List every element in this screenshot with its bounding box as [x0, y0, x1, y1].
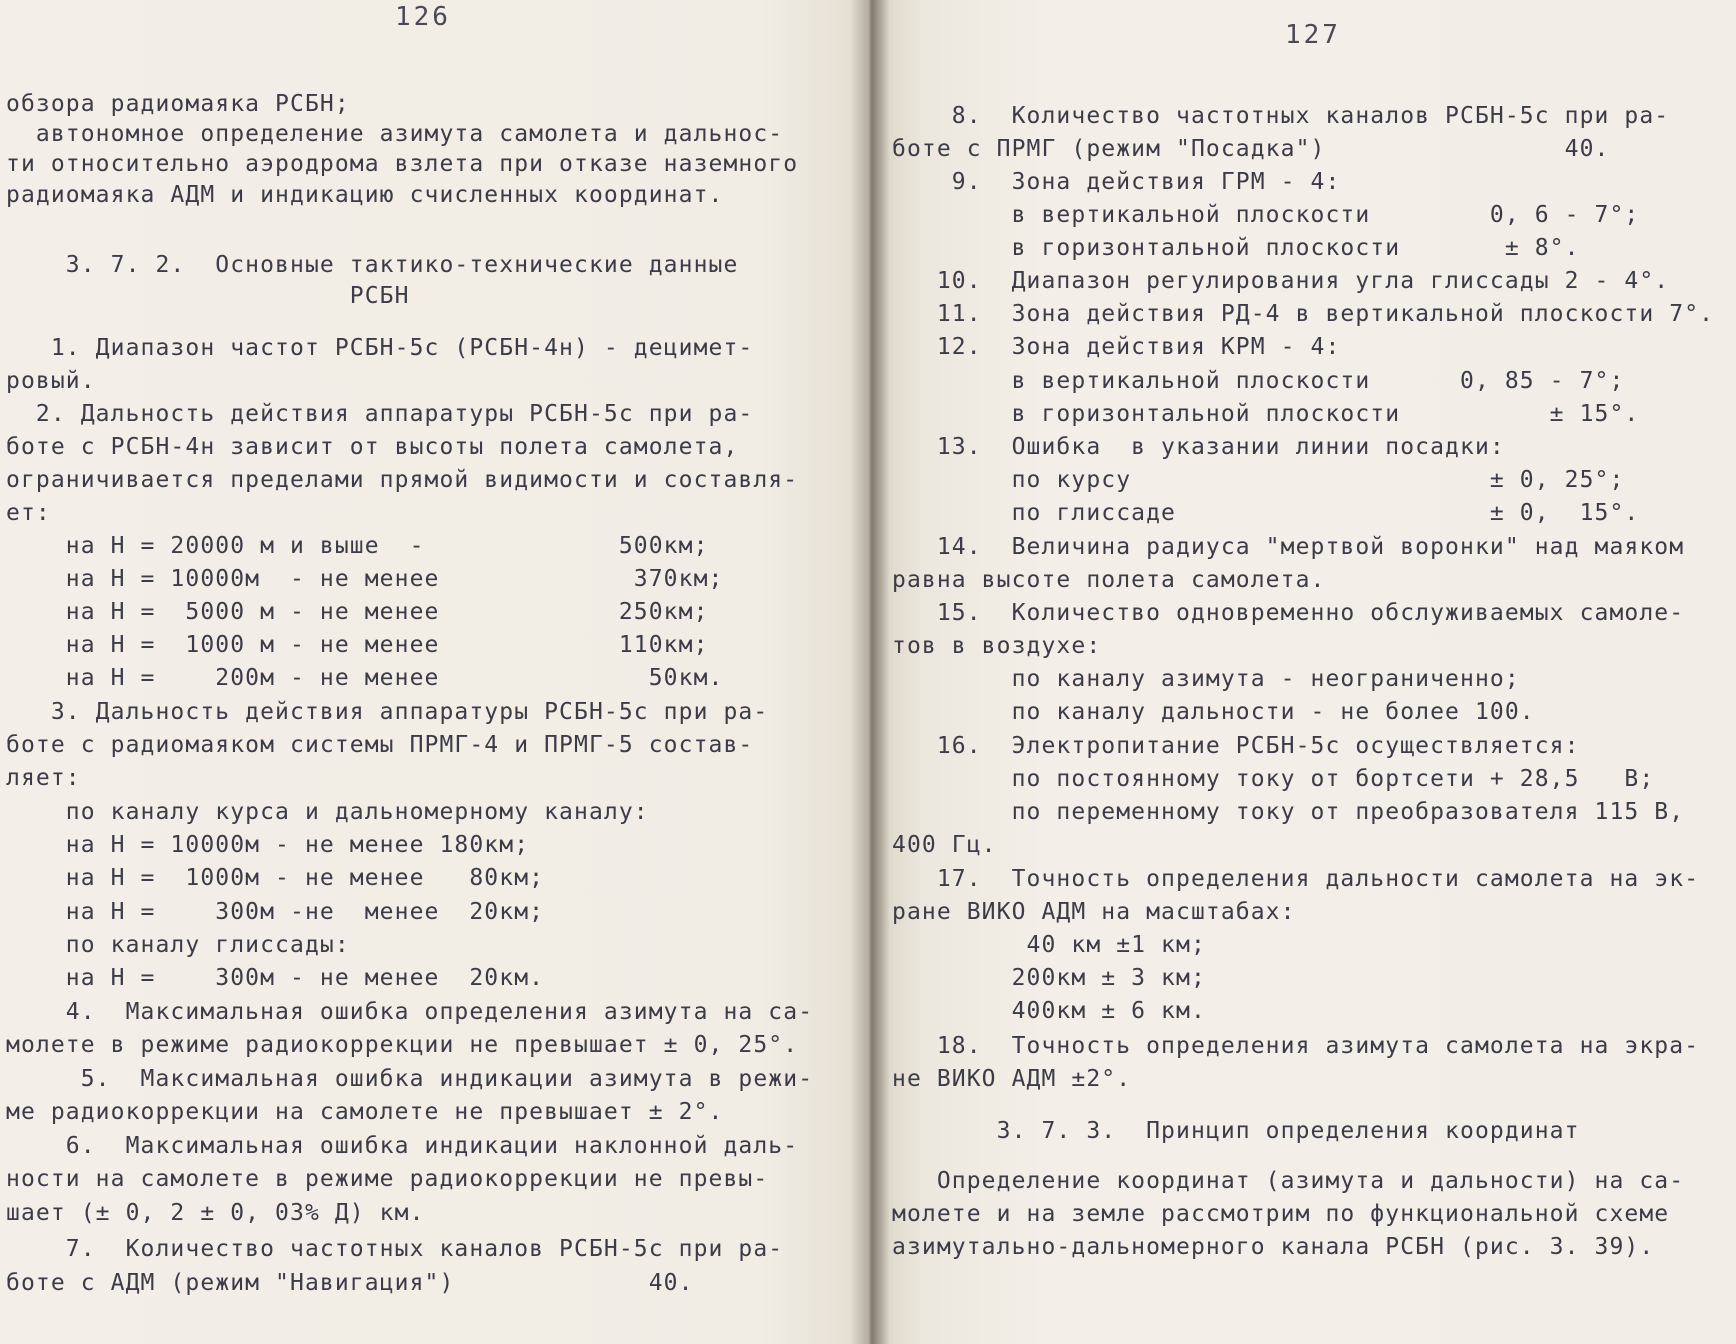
text-line: на Н = 10000м - не менее 180км;: [6, 832, 530, 858]
text-line: 17. Точность определения дальности самолета на эк-: [892, 866, 1700, 892]
text-line: в вертикальной плоскости 0, 85 - 7°;: [892, 368, 1625, 394]
text-line: 4. Максимальная ошибка определения азимута на са-: [6, 999, 814, 1025]
text-line: боте с ПРМГ (режим "Посадка") 40.: [892, 136, 1610, 162]
text-line: в горизонтальной плоскости ± 15°.: [892, 401, 1640, 427]
text-line: ти относительно аэродрома взлета при отказе наземного: [6, 151, 799, 177]
text-line: в вертикальной плоскости 0, 6 - 7°;: [892, 202, 1640, 228]
right-page: [870, 0, 1736, 1344]
page-number: 126: [395, 2, 451, 32]
text-line: на Н = 300м -не менее 20км;: [6, 899, 545, 925]
text-line: 10. Диапазон регулирования угла глиссады 2 - 4°.: [892, 268, 1670, 294]
text-line: 13. Ошибка в указании линии посадки:: [892, 434, 1505, 460]
text-line: по переменному току от преобразователя 115 В,: [892, 799, 1685, 825]
text-line: 16. Электропитание РСБН-5с осуществляется:: [892, 733, 1580, 759]
text-line: радиомаяка АДМ и индикацию счисленных координат.: [6, 182, 724, 208]
text-line: 18. Точность определения азимута самолета на экра-: [892, 1033, 1700, 1059]
section-heading: РСБН: [6, 283, 410, 309]
text-line: 400 Гц.: [892, 832, 997, 858]
text-line: боте с радиомаяком системы ПРМГ-4 и ПРМГ-5 состав-: [6, 732, 754, 758]
text-line: по каналу дальности - не более 100.: [892, 699, 1535, 725]
text-line: боте с РСБН-4н зависит от высоты полета самолета,: [6, 434, 739, 460]
text-line: на Н = 1000 м - не менее 110км;: [6, 632, 709, 658]
text-line: ляет:: [6, 765, 81, 791]
text-line: на Н = 10000м - не менее 370км;: [6, 566, 724, 592]
text-line: ности на самолете в режиме радиокоррекции не превы-: [6, 1166, 769, 1192]
text-line: обзора радиомаяка РСБН;: [6, 91, 350, 117]
text-line: тов в воздухе:: [892, 633, 1102, 659]
text-line: на Н = 1000м - не менее 80км;: [6, 865, 545, 891]
text-line: 12. Зона действия КРМ - 4:: [892, 334, 1341, 360]
text-line: 1. Диапазон частот РСБН-5с (РСБН-4н) - децимет-: [6, 335, 754, 361]
text-line: по каналу азимута - неограниченно;: [892, 666, 1520, 692]
text-line: 14. Величина радиуса "мертвой воронки" над маяком: [892, 534, 1685, 560]
text-line: 11. Зона действия РД-4 в вертикальной плоскости 7°.: [892, 301, 1715, 327]
text-line: по курсу ± 0, 25°;: [892, 467, 1625, 493]
text-line: 9. Зона действия ГРМ - 4:: [892, 169, 1341, 195]
text-line: на Н = 200м - не менее 50км.: [6, 665, 724, 691]
text-line: 2. Дальность действия аппаратуры РСБН-5с при ра-: [6, 401, 754, 427]
text-line: равна высоте полета самолета.: [892, 567, 1326, 593]
left-page: [0, 0, 866, 1344]
text-line: 8. Количество частотных каналов РСБН-5с при ра-: [892, 103, 1670, 129]
text-line: 400км ± 6 км.: [892, 998, 1206, 1024]
section-heading: 3. 7. 3. Принцип определения координат: [892, 1118, 1580, 1144]
text-line: 3. Дальность действия аппаратуры РСБН-5с при ра-: [6, 699, 769, 725]
text-line: на Н = 300м - не менее 20км.: [6, 965, 545, 991]
text-line: не ВИКО АДМ ±2°.: [892, 1066, 1132, 1092]
text-line: по каналу глиссады:: [6, 932, 350, 958]
section-heading: 3. 7. 2. Основные тактико-технические данные: [6, 252, 739, 278]
text-line: 15. Количество одновременно обслуживаемых самоле-: [892, 600, 1685, 626]
text-line: боте с АДМ (режим "Навигация") 40.: [6, 1270, 694, 1296]
text-line: шает (± 0, 2 ± 0, 03% Д) км.: [6, 1200, 425, 1226]
text-line: по постоянному току от бортсети + 28,5 В;: [892, 766, 1655, 792]
page-number: 127: [1285, 20, 1341, 50]
text-line: ровый.: [6, 368, 96, 394]
text-line: молете и на земле рассмотрим по функциональной схеме: [892, 1201, 1670, 1227]
text-line: по каналу курса и дальномерному каналу:: [6, 799, 649, 825]
text-line: 40 км ±1 км;: [892, 932, 1206, 958]
text-line: ме радиокоррекции на самолете не превышает ± 2°.: [6, 1099, 724, 1125]
text-line: 5. Максимальная ошибка индикации азимута в режи-: [6, 1066, 814, 1092]
text-line: автономное определение азимута самолета и дальнос-: [6, 121, 784, 147]
text-line: 7. Количество частотных каналов РСБН-5с при ра-: [6, 1236, 784, 1262]
text-line: азимутально-дальномерного канала РСБН (рис. 3. 39).: [892, 1234, 1655, 1260]
text-line: 6. Максимальная ошибка индикации наклонной даль-: [6, 1133, 799, 1159]
text-line: молете в режиме радиокоррекции не превышает ± 0, 25°.: [6, 1032, 799, 1058]
text-line: ограничивается пределами прямой видимости и составля-: [6, 467, 799, 493]
text-line: ет:: [6, 500, 51, 526]
text-line: на Н = 20000 м и выше - 500км;: [6, 533, 709, 559]
text-line: 200км ± 3 км;: [892, 965, 1206, 991]
text-line: на Н = 5000 м - не менее 250км;: [6, 599, 709, 625]
text-line: Определение координат (азимута и дальности) на са-: [892, 1168, 1685, 1194]
text-line: ране ВИКО АДМ на масштабах:: [892, 899, 1296, 925]
text-line: по глиссаде ± 0, 15°.: [892, 500, 1640, 526]
text-line: в горизонтальной плоскости ± 8°.: [892, 235, 1580, 261]
book-gutter: [850, 0, 890, 1344]
